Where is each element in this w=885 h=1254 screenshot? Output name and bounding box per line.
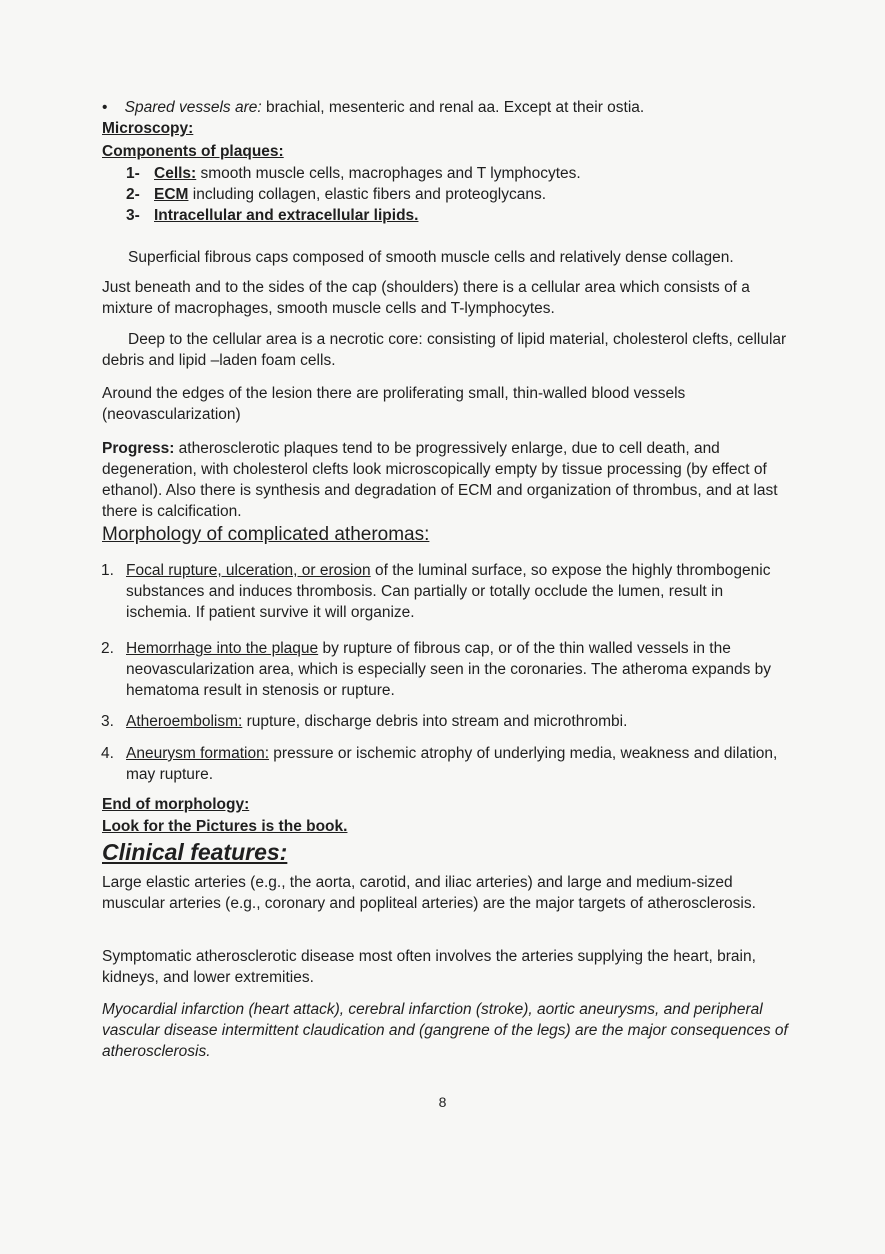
microscopy-heading: Microscopy: (102, 120, 194, 137)
page-number: 8 (438, 1094, 447, 1110)
component-item (126, 205, 814, 226)
complication-term: Focal rupture, ulceration, or erosion (126, 562, 371, 579)
complication-term: Hemorrhage into the plaque (126, 640, 319, 657)
component-text: smooth muscle cells, macrophages and T lymphocytes. (196, 165, 581, 182)
component-term: ECM (154, 186, 189, 203)
list-number: 3. (101, 713, 114, 730)
neovascularization-paragraph: Around the edges of the lesion there are proliferating small, thin-walled blood vessels (neovascularization) (102, 385, 686, 423)
spared-vessels-lead: Spared vessels are: (124, 99, 262, 116)
clinical-features-heading: Clinical features: (102, 839, 288, 865)
list-number: 2- (126, 186, 140, 203)
complication-item (101, 560, 791, 623)
fibrous-cap-paragraph: Superficial fibrous caps composed of smooth muscle cells and relatively dense collagen. (128, 249, 734, 266)
components-heading: Components of plaques: (102, 143, 284, 160)
component-text: including collagen, elastic fibers and proteoglycans. (188, 186, 547, 203)
list-number: 4. (101, 745, 114, 762)
clinical-paragraph-2: Symptomatic atherosclerotic disease most often involves the arteries supplying the heart, brain, kidneys, and lower extremities. (102, 948, 756, 986)
complication-item (101, 743, 791, 785)
complication-term: Aneurysm formation: (126, 745, 269, 762)
morphology-heading: Morphology of complicated atheromas: (102, 524, 430, 545)
progress-paragraph (102, 438, 792, 522)
component-term: Intracellular and extracellular lipids. (154, 207, 419, 224)
spared-vessels-line (102, 97, 792, 118)
look-for-pictures: Look for the Pictures is the book. (102, 818, 348, 835)
progress-text: atherosclerotic plaques tend to be progressively enlarge, due to cell death, and degeneration, with cholesterol clefts look microscopically empty by tissue processing (by effect of ethanol). Also there is synthesis and degradation of ECM and organization of thrombus, and at last there is calcification. (102, 440, 778, 520)
complication-item (101, 638, 791, 701)
component-item (126, 163, 814, 184)
list-number: 2. (101, 640, 114, 657)
list-number: 3- (126, 207, 140, 224)
list-number: 1- (126, 165, 140, 182)
complication-item (101, 711, 791, 732)
list-number: 1. (101, 562, 114, 579)
complication-term: Atheroembolism: (126, 713, 243, 730)
shoulders-paragraph: Just beneath and to the sides of the cap (shoulders) there is a cellular area which consists of a mixture of macrophages, smooth muscle cells and T-lymphocytes. (102, 279, 750, 317)
clinical-paragraph-1: Large elastic arteries (e.g., the aorta, carotid, and iliac arteries) and large and medium-sized muscular arteries (e.g., coronary and popliteal arteries) are the major targets of atherosclerosis. (102, 874, 756, 912)
component-item (126, 184, 814, 205)
progress-label: Progress: (102, 440, 175, 457)
necrotic-core-paragraph: Deep to the cellular area is a necrotic core: consisting of lipid material, cholesterol clefts, cellular debris and lipid –laden foam cells. (102, 331, 787, 369)
spared-vessels-text: brachial, mesenteric and renal aa. Except at their ostia. (261, 99, 645, 116)
complication-text: of the luminal surface, so expose the highly thrombogenic substances and induces thrombosis. Can partially or totally occlude the lumen, result in ischemia. If patient survive it will organize. (126, 562, 771, 621)
complication-text: pressure or ischemic atrophy of underlying media, weakness and dilation, may rupture. (126, 745, 778, 783)
complication-text: by rupture of fibrous cap, or of the thin walled vessels in the neovascularization area, which is especially seen in the coronaries. The atheroma expands by hematoma result in stenosis or rupture. (126, 640, 772, 699)
complication-text: rupture, discharge debris into stream and microthrombi. (242, 713, 628, 730)
component-term: Cells: (154, 165, 197, 182)
bullet: • (102, 99, 108, 116)
clinical-paragraph-3: Myocardial infarction (heart attack), cerebral infarction (stroke), aortic aneurysms, and peripheral vascular disease intermittent claudication and (gangrene of the legs) are the major consequences of atherosclerosis. (102, 1001, 788, 1060)
end-of-morphology: End of morphology: (102, 796, 250, 813)
